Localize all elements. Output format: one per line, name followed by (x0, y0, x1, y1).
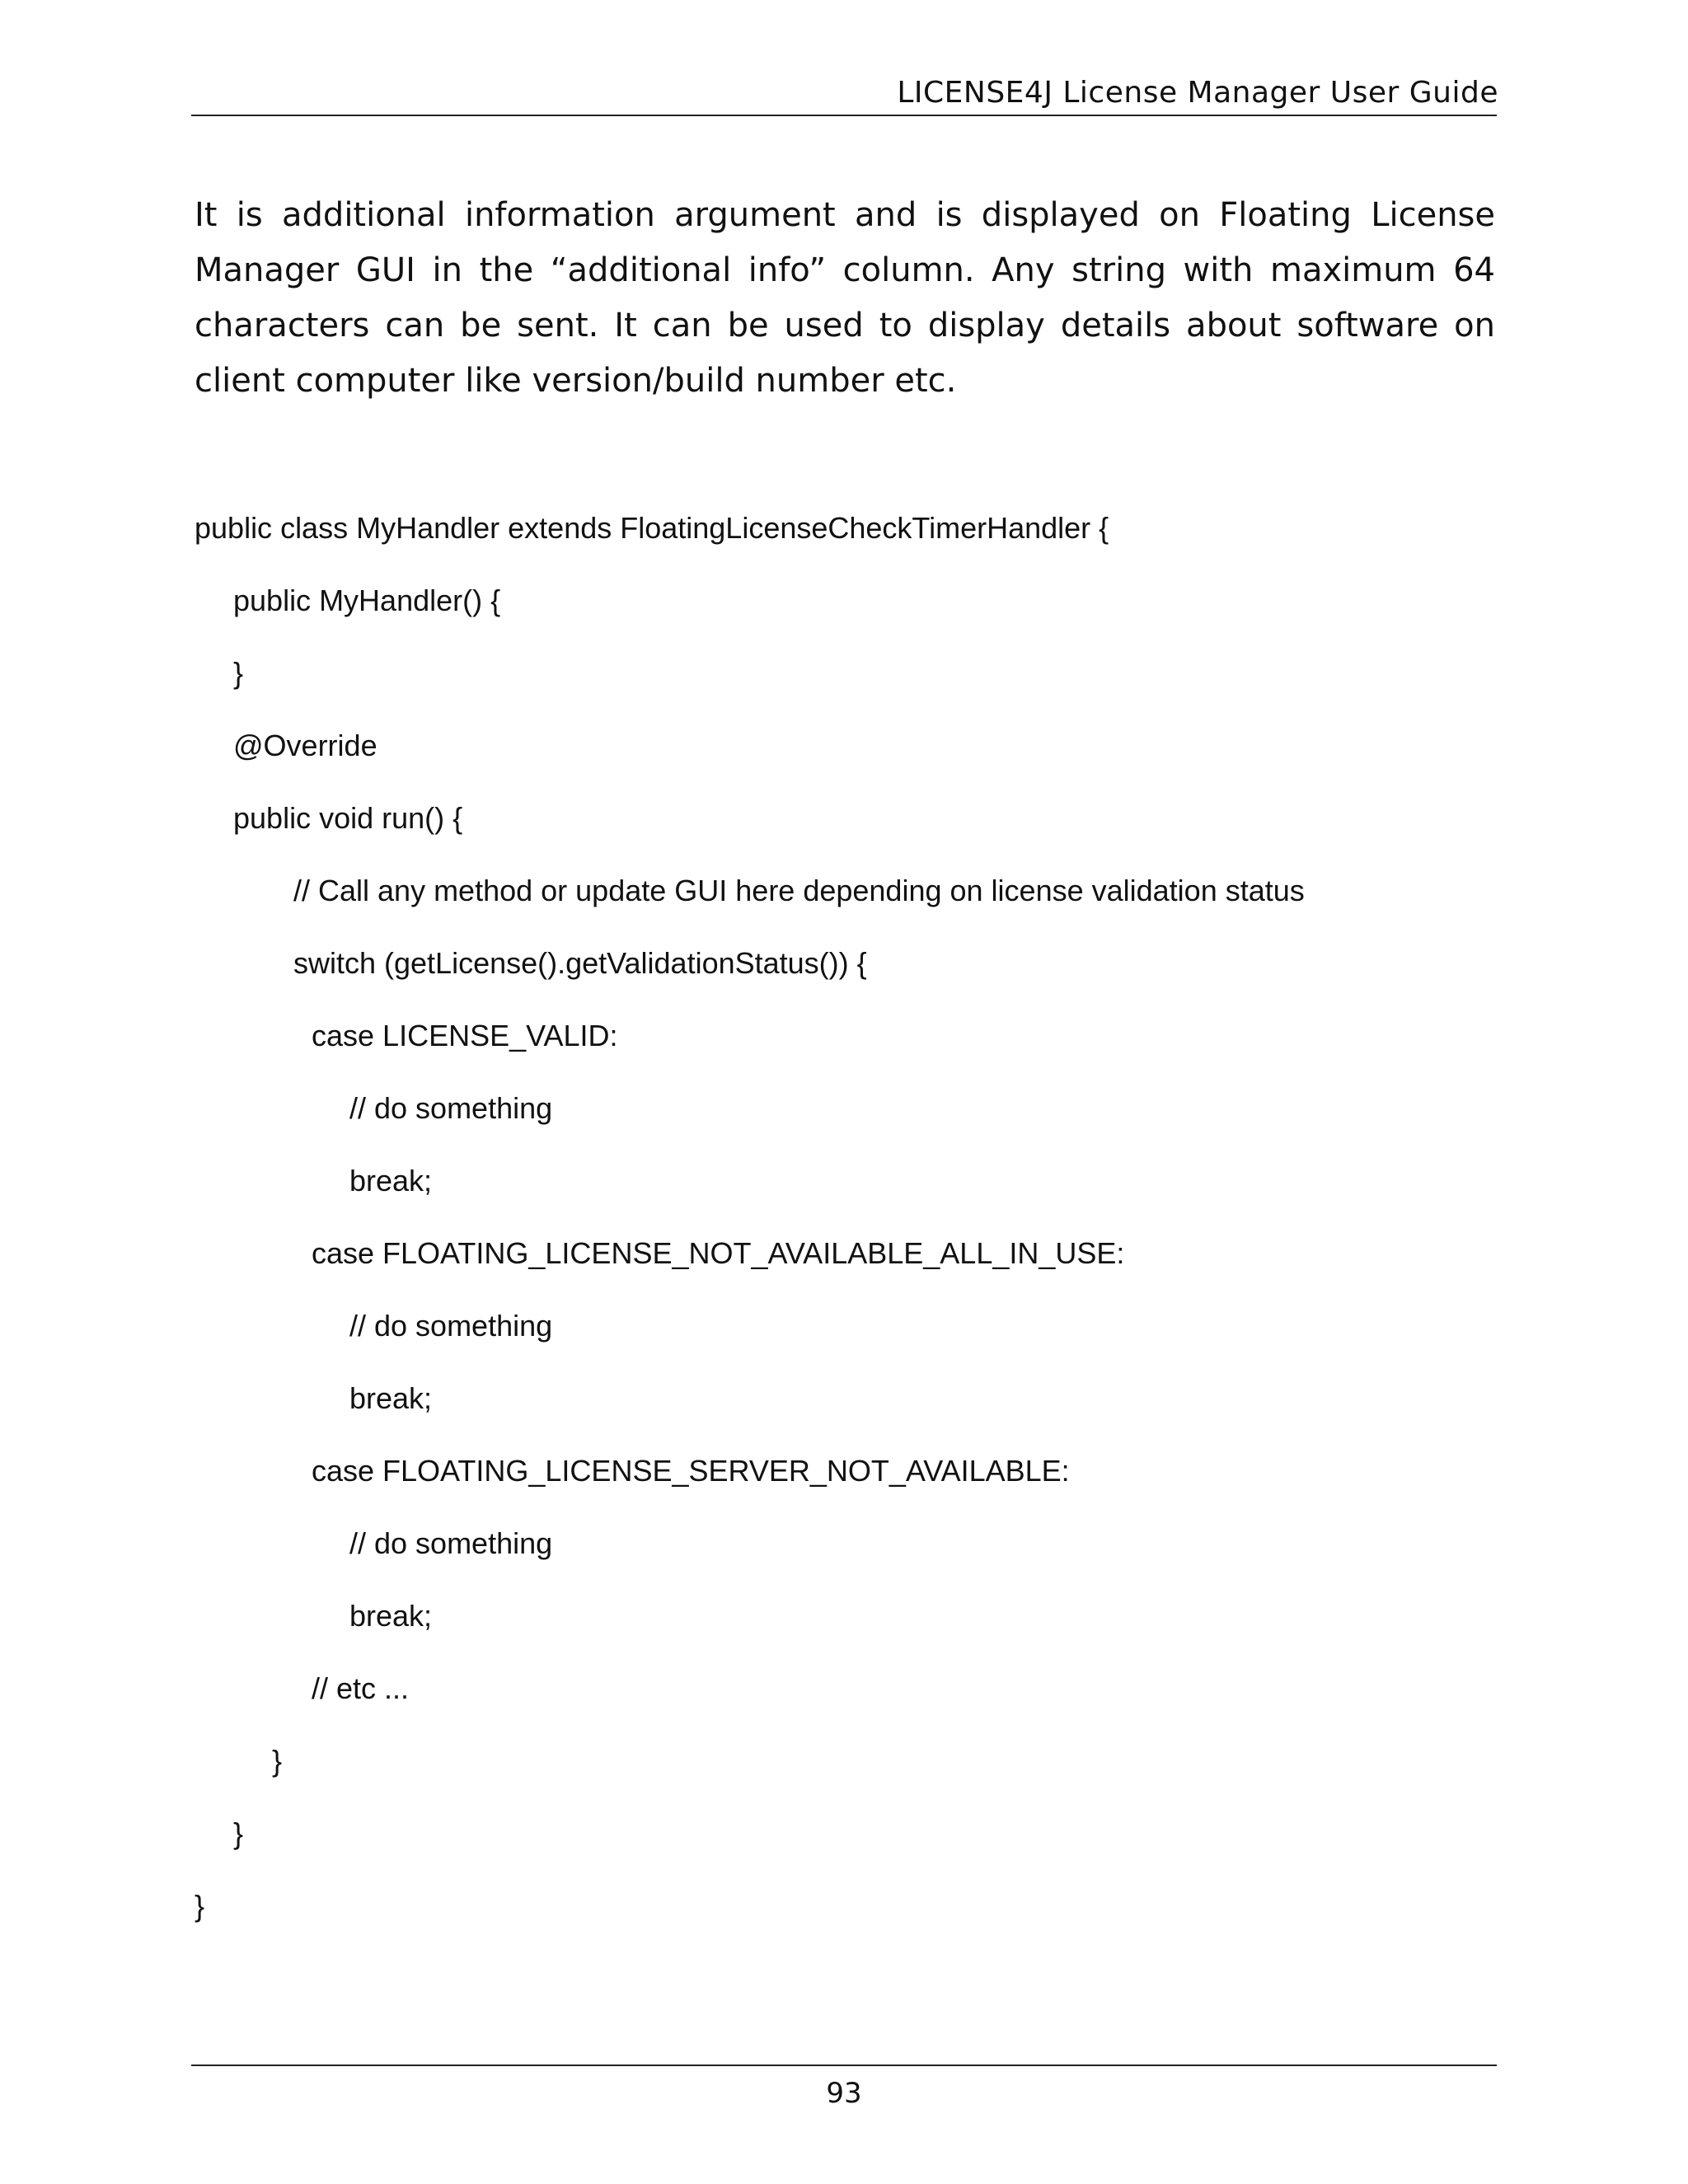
header-divider (191, 115, 1497, 116)
footer-divider (191, 2064, 1497, 2066)
code-line: case FLOATING_LICENSE_NOT_AVAILABLE_ALL_IN_USE: (312, 1236, 1125, 1270)
code-line: @Override (233, 729, 377, 762)
code-line: break; (349, 1164, 433, 1197)
code-line: switch (getLicense().getValidationStatus()) { (293, 946, 867, 980)
code-line: // do something (349, 1526, 553, 1560)
code-line: } (272, 1744, 283, 1778)
code-line: case LICENSE_VALID: (312, 1019, 618, 1052)
code-line: // etc ... (312, 1671, 410, 1705)
code-line: case FLOATING_LICENSE_SERVER_NOT_AVAILABLE: (312, 1454, 1070, 1488)
code-line: public void run() { (233, 801, 463, 835)
code-line: } (233, 1816, 244, 1850)
code-line: // Call any method or update GUI here depending on license validation status (293, 874, 1305, 907)
running-header: LICENSE4J License Manager User Guide (897, 76, 1498, 110)
code-line: public class MyHandler extends FloatingLicenseCheckTimerHandler { (195, 511, 1109, 545)
code-line: // do something (349, 1091, 553, 1125)
code-line: } (233, 656, 244, 690)
page-number: 93 (826, 2077, 862, 2110)
code-line: break; (349, 1599, 433, 1633)
code-line: } (195, 1889, 205, 1923)
code-line: public MyHandler() { (233, 583, 501, 617)
code-line: // do something (349, 1309, 553, 1343)
body-paragraph: It is additional information argument and is displayed on Floating License Manager GUI in the “additional info” column. Any string with maximum 64 characters can be sent. It can be used to display details about software on client computer like version/build number etc. (195, 196, 1495, 400)
code-line: break; (349, 1381, 433, 1415)
